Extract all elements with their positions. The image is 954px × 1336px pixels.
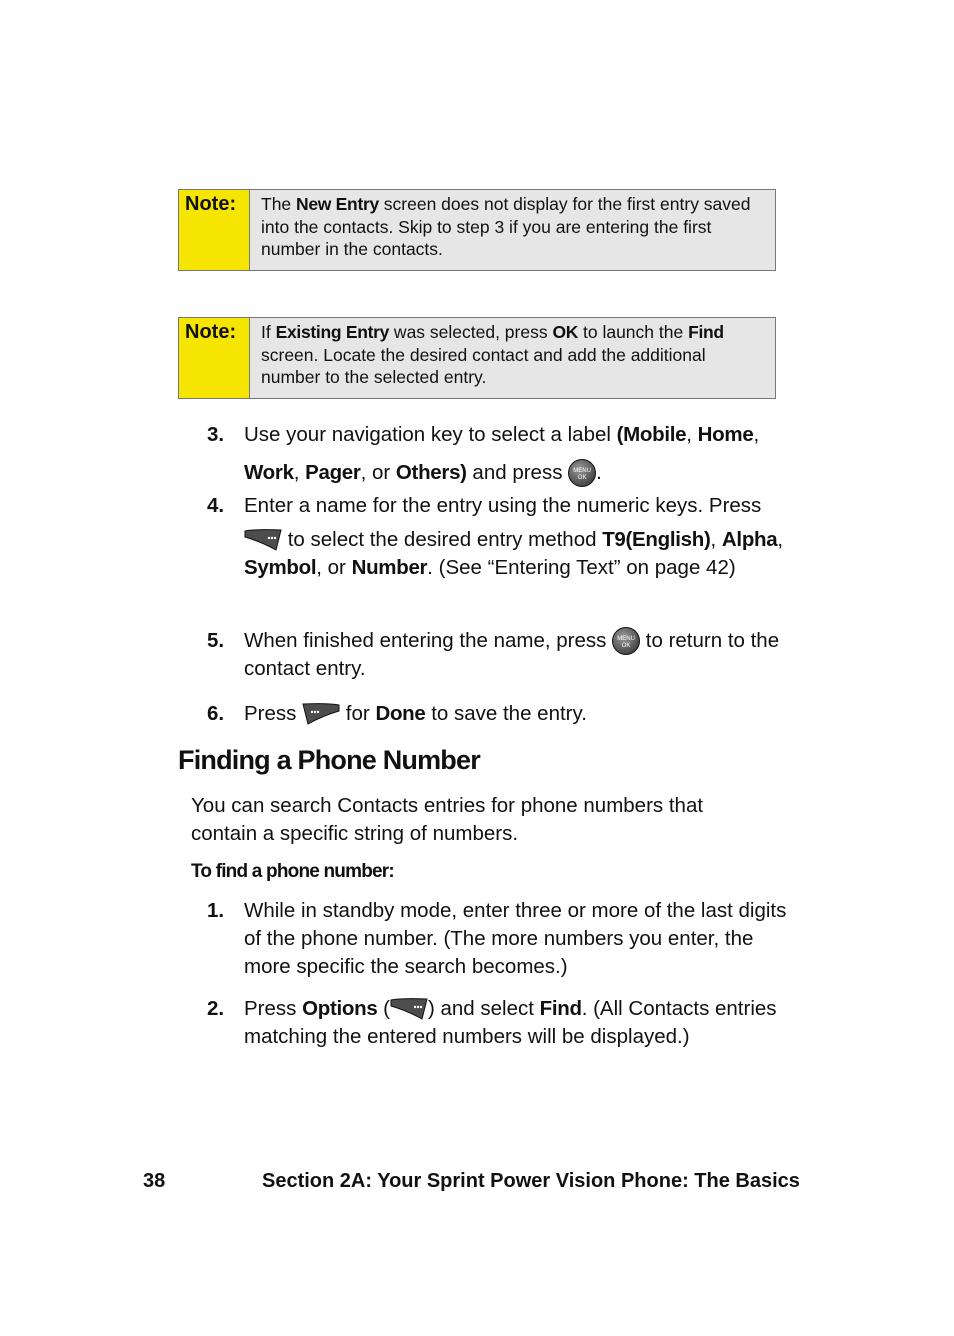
right-softkey-icon bbox=[244, 528, 282, 552]
note-label: Note: bbox=[179, 318, 250, 398]
intro-paragraph: You can search Contacts entries for phone numbers that contain a specific string of numbers. bbox=[191, 794, 704, 845]
right-softkey-icon bbox=[390, 997, 428, 1021]
step-number: 6. bbox=[207, 702, 225, 725]
step-text: Press Options ( ) and select Find. (All Contacts entries matching the entered numbers will be displayed.) bbox=[244, 997, 777, 1048]
step-4 bbox=[207, 492, 792, 582]
step-text: Press for Done to save the entry. bbox=[244, 702, 587, 725]
section-title: Section 2A: Your Sprint Power Vision Phone: The Basics bbox=[262, 1170, 800, 1192]
find-step-1 bbox=[207, 897, 792, 981]
step-text: When finished entering the name, press MENU OK to return to the contact entry. bbox=[244, 629, 780, 680]
page-number: 38 bbox=[143, 1170, 166, 1192]
step-number: 4. bbox=[207, 494, 225, 517]
menu-ok-key-icon: MENU OK bbox=[568, 459, 596, 487]
find-step-2 bbox=[207, 995, 792, 1051]
procedure-subheading: To find a phone number: bbox=[191, 861, 394, 882]
note-label: Note: bbox=[179, 190, 250, 270]
step-text: Use your navigation key to select a label (Mobile, Home, Work, Pager, or Others) and press MENU OK . bbox=[244, 416, 792, 492]
note-box-1 bbox=[178, 189, 776, 271]
note-box-2 bbox=[178, 317, 776, 399]
step-5 bbox=[207, 627, 792, 683]
step-number: 1. bbox=[207, 899, 225, 922]
step-text: While in standby mode, enter three or more of the last digits of the phone number. (The more numbers you enter, the more specific the search becomes.) bbox=[244, 899, 787, 978]
left-softkey-icon bbox=[302, 702, 340, 726]
note-text: The New Entry screen does not display for the first entry saved into the contacts. Skip to step 3 if you are entering the first number in the contacts. bbox=[261, 194, 751, 259]
section-heading: Finding a Phone Number bbox=[178, 745, 480, 775]
step-number: 3. bbox=[207, 423, 225, 446]
step-number: 2. bbox=[207, 997, 225, 1020]
note-text: If Existing Entry was selected, press OK to launch the Find screen. Locate the desired contact and add the additional number to the selected entry. bbox=[261, 322, 724, 387]
step-number: 5. bbox=[207, 629, 225, 652]
menu-ok-key-icon: MENU OK bbox=[612, 627, 640, 655]
step-text: Enter a name for the entry using the numeric keys. Press to select the desired entry method T9(English), Alpha, Symbol, or Number. (See “Entering Text” on page 42) bbox=[244, 494, 784, 579]
step-3 bbox=[207, 416, 792, 492]
step-6 bbox=[207, 700, 792, 728]
